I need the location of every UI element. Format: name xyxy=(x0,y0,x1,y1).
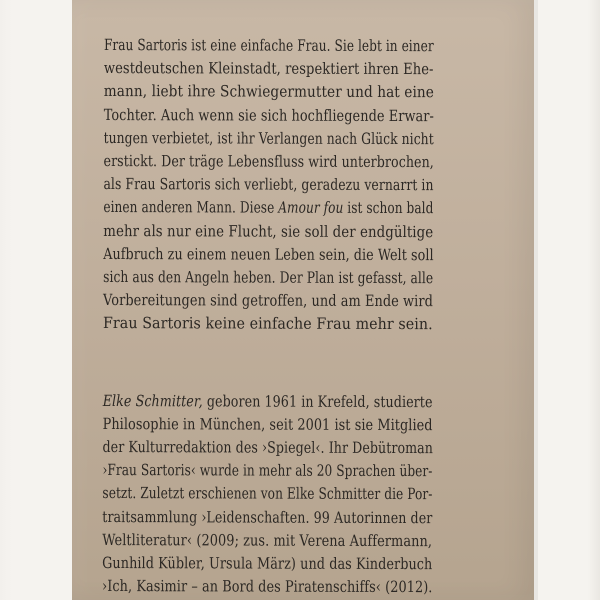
text-line: mann, liebt ihre Schwiegermutter und hat eine xyxy=(103,82,434,102)
bio-line: ›Frau Sartoris‹ wurde in mehr als 20 Sprachen über- xyxy=(102,461,433,481)
text-line: Frau Sartoris ist eine einfache Frau. Sie lebt in einer xyxy=(103,35,434,56)
text-line: westdeutschen Kleinstadt, respektiert ihren Ehe- xyxy=(103,59,434,79)
text-line: Aufbruch zu einem neuen Leben sein, die Welt soll xyxy=(103,244,434,264)
amour-fou-italic: Amour fou xyxy=(278,199,344,218)
bio-line: Philosophie in München, seit 2001 ist sie Mitglied xyxy=(102,414,433,434)
bio-line-1 xyxy=(102,390,433,414)
text-segment: ist schon bald xyxy=(343,199,434,218)
text-line: Vorbereitungen sind getroffen, und am Ende wird xyxy=(103,291,434,311)
text-line-amour-fou xyxy=(103,196,434,220)
text-line: als Frau Sartoris sich verliebt, geradezu vernarrt in xyxy=(103,175,434,195)
author-name: Elke Schmitter, xyxy=(102,391,203,410)
text-segment: geboren 1961 in Krefeld, studierte xyxy=(202,391,433,411)
synopsis-paragraph xyxy=(103,34,434,337)
text-segment: einen anderen Mann. Diese xyxy=(103,198,279,218)
text-line: Frau Sartoris keine einfache Frau mehr sein. xyxy=(102,314,433,334)
text-line: mehr als nur eine Flucht, sie soll der endgültige xyxy=(103,221,434,241)
text-line: sich aus den Angeln heben. Der Plan ist gefasst, alle xyxy=(103,268,434,288)
bio-line: Gunhild Kübler, Ursula März) und das Kinderbuch xyxy=(102,554,433,574)
page-edge xyxy=(534,0,538,600)
bio-line: traitsammlung ›Leidenschaften. 99 Autorinnen der xyxy=(102,507,433,527)
text-line: erstickt. Der träge Lebensfluss wird unterbrochen, xyxy=(103,152,434,172)
author-bio xyxy=(102,390,433,600)
text-line: Tochter. Auch wenn sie sich hochfliegende Erwar- xyxy=(103,105,434,125)
bio-line: Weltliteratur‹ (2009; zus. mit Verena Auffermann, xyxy=(102,530,433,551)
bio-line: setzt. Zuletzt erschienen von Elke Schmitter die Por- xyxy=(102,484,433,504)
bio-line: der Kulturredaktion des ›Spiegel‹. Ihr Debütroman xyxy=(102,438,433,458)
bio-line: ›Ich, Kasimir – an Bord des Piratenschiffs‹ (2012). xyxy=(102,577,433,597)
page-text xyxy=(102,34,434,600)
text-line: tungen verbietet, ist ihr Verlangen nach Glück nicht xyxy=(103,128,434,148)
